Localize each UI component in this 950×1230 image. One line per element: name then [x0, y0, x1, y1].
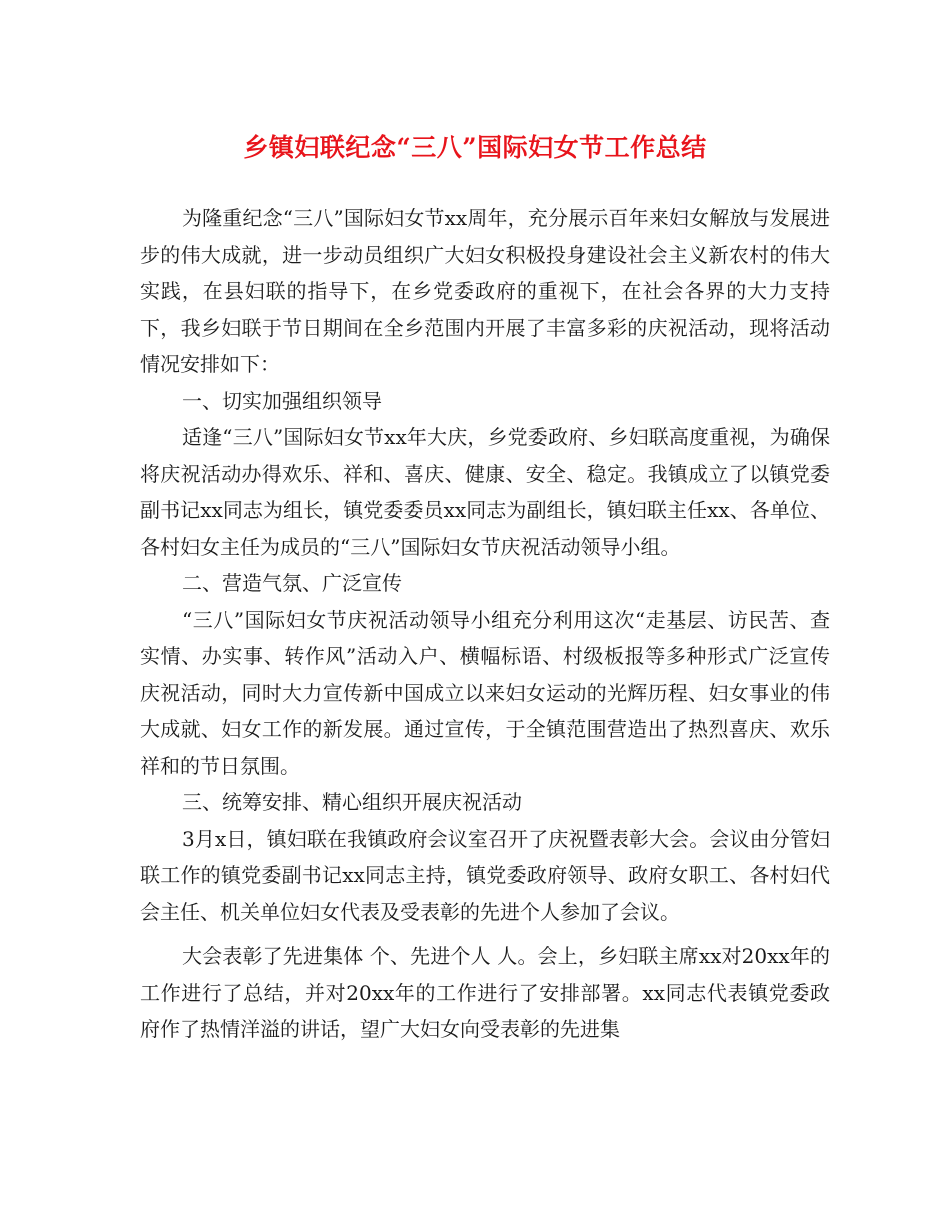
document-title: 乡镇妇联纪念“三八”国际妇女节工作总结 [243, 133, 707, 162]
section-3-heading: 三、统筹安排、精心组织开展庆祝活动 [182, 790, 522, 814]
document-body [140, 200, 830, 1048]
section-1-paragraph: 适逢“三八”国际妇女节xx年大庆，乡党委政府、乡妇联高度重视，为确保将庆祝活动办得欢乐、祥和、喜庆、健康、安全、稳定。我镇成立了以镇党委副书记xx同志为组长，镇党委委员xx同志为副组长，镇妇联主任xx、各单位、各村妇女主任为成员的“三八”国际妇女节庆祝活动领导小组。 [140, 425, 830, 559]
section-1-heading: 一、切实加强组织领导 [182, 388, 382, 413]
section-2-paragraph: “三八”国际妇女节庆祝活动领导小组充分利用这次“走基层、访民苦、查实情、办实事、转作风”活动入户、横幅标语、村级板报等多种形式广泛宣传庆祝活动，同时大力宣传新中国成立以来妇女运动的光辉历程、妇女事业的伟大成就、妇女工作的新发展。通过宣传，于全镇范围营造出了热烈喜庆、欢乐祥和的节日氛围。 [140, 607, 830, 778]
section-3-paragraph-1: 3月x日，镇妇联在我镇政府会议室召开了庆祝暨表彰大会。会议由分管妇联工作的镇党委副书记xx同志主持，镇党委政府领导、政府女职工、各村妇代会主任、机关单位妇女代表及受表彰的先进个人参加了会议。 [140, 826, 830, 924]
section-3-paragraph-2: 大会表彰了先进集体 个、先进个人 人。会上，乡妇联主席xx对20xx年的工作进行了总结，并对20xx年的工作进行了安排部署。xx同志代表镇党委政府作了热情洋溢的讲话，望广大妇女向受表彰的先进集 [140, 944, 830, 1041]
intro-paragraph: 为隆重纪念“三八”国际妇女节xx周年，充分展示百年来妇女解放与发展进步的伟大成就，进一步动员组织广大妇女积极投身建设社会主义新农村的伟大实践，在县妇联的指导下，在乡党委政府的重视下，在社会各界的大力支持下，我乡妇联于节日期间在全乡范围内开展了丰富多彩的庆祝活动，现将活动情况安排如下： [140, 206, 830, 376]
section-2-heading: 二、营造气氛、广泛宣传 [182, 571, 402, 595]
